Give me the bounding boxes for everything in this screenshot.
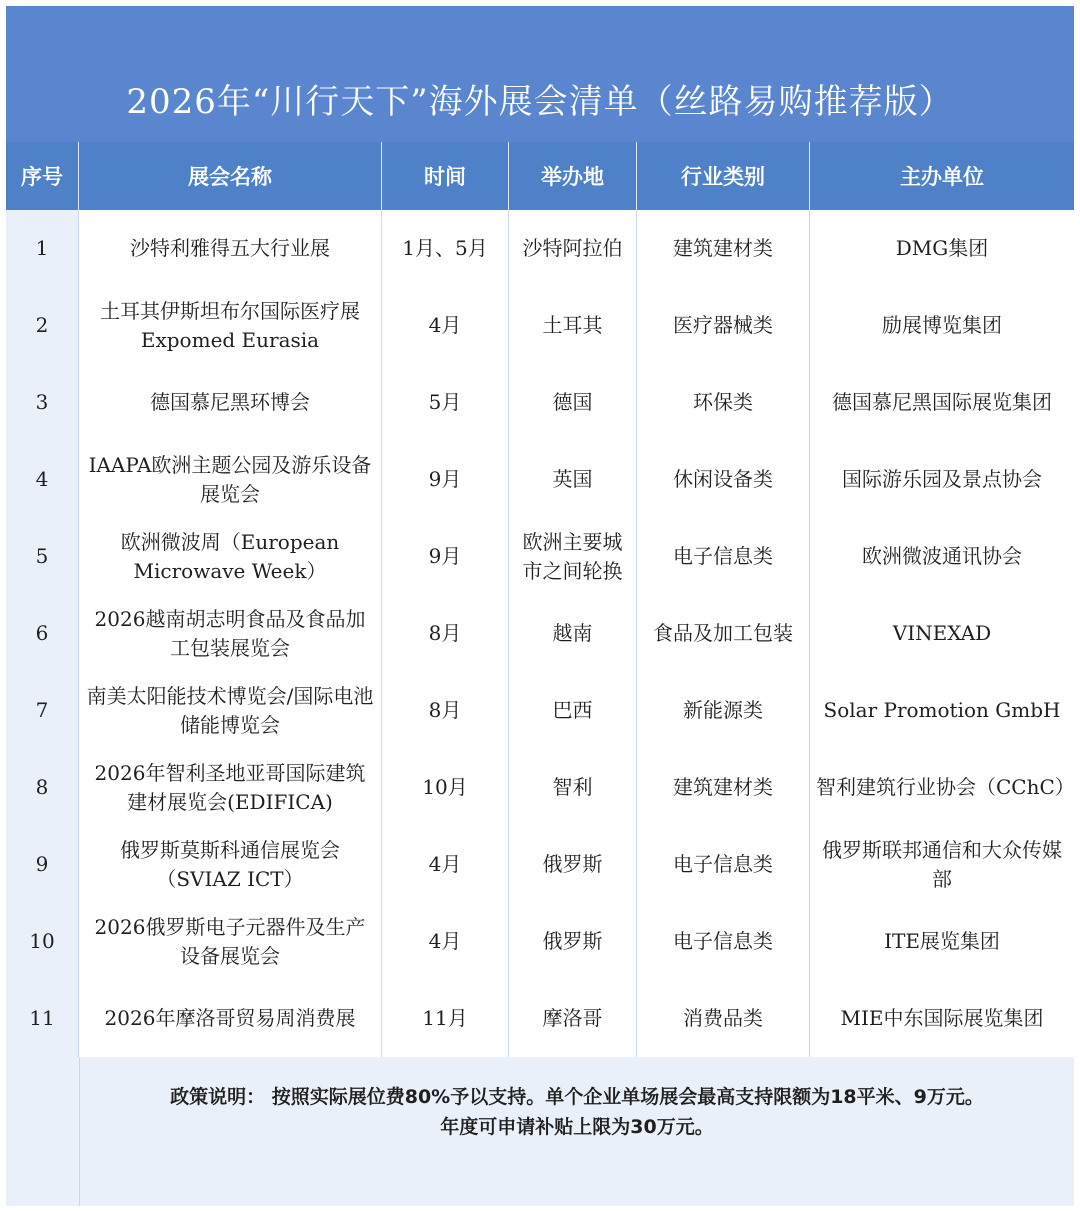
cell-time: 11月 bbox=[382, 980, 509, 1057]
cell-organizer: 俄罗斯联邦通信和大众传媒部 bbox=[810, 826, 1074, 903]
policy-note bbox=[79, 1057, 1074, 1206]
cell-exhibition-name: 南美太阳能技术博览会/国际电池储能博览会 bbox=[79, 672, 382, 749]
cell-index: 10 bbox=[6, 903, 79, 980]
cell-exhibition-name: 2026俄罗斯电子元器件及生产设备展览会 bbox=[79, 903, 382, 980]
policy-line-1: 政策说明： 按照实际展位费80%予以支持。单个企业单场展会最高支持限额为18平米、9万元。 bbox=[170, 1085, 984, 1108]
cell-location: 俄罗斯 bbox=[509, 903, 637, 980]
table-row bbox=[6, 826, 1074, 903]
cell-exhibition-name: 俄罗斯莫斯科通信展览会（SVIAZ ICT） bbox=[79, 826, 382, 903]
cell-index: 3 bbox=[6, 364, 79, 441]
cell-time: 4月 bbox=[382, 903, 509, 980]
cell-organizer: MIE中东国际展览集团 bbox=[810, 980, 1074, 1057]
table-row bbox=[6, 364, 1074, 441]
cell-location: 巴西 bbox=[509, 672, 637, 749]
table-header bbox=[6, 142, 1074, 210]
cell-location: 俄罗斯 bbox=[509, 826, 637, 903]
cell-industry: 电子信息类 bbox=[637, 826, 810, 903]
cell-exhibition-name: IAAPA欧洲主题公园及游乐设备展览会 bbox=[79, 441, 382, 518]
cell-location: 德国 bbox=[509, 364, 637, 441]
header-industry: 行业类别 bbox=[637, 142, 810, 210]
cell-organizer: 欧洲微波通讯协会 bbox=[810, 518, 1074, 595]
table-row bbox=[6, 595, 1074, 672]
cell-time: 1月、5月 bbox=[382, 210, 509, 287]
cell-index: 6 bbox=[6, 595, 79, 672]
table-row bbox=[6, 441, 1074, 518]
cell-industry: 电子信息类 bbox=[637, 903, 810, 980]
cell-time: 10月 bbox=[382, 749, 509, 826]
table-row bbox=[6, 210, 1074, 287]
cell-organizer: VINEXAD bbox=[810, 595, 1074, 672]
footer-spacer bbox=[6, 1057, 79, 1206]
cell-organizer: 智利建筑行业协会（CChC） bbox=[810, 749, 1074, 826]
cell-location: 沙特阿拉伯 bbox=[509, 210, 637, 287]
cell-organizer: 励展博览集团 bbox=[810, 287, 1074, 364]
cell-industry: 医疗器械类 bbox=[637, 287, 810, 364]
cell-organizer: Solar Promotion GmbH bbox=[810, 672, 1074, 749]
cell-time: 4月 bbox=[382, 287, 509, 364]
cell-time: 9月 bbox=[382, 518, 509, 595]
policy-line-2: 年度可申请补贴上限为30万元。 bbox=[440, 1115, 714, 1138]
cell-industry: 建筑建材类 bbox=[637, 749, 810, 826]
cell-index: 4 bbox=[6, 441, 79, 518]
cell-index: 5 bbox=[6, 518, 79, 595]
cell-index: 2 bbox=[6, 287, 79, 364]
cell-organizer: 德国慕尼黑国际展览集团 bbox=[810, 364, 1074, 441]
table-row bbox=[6, 287, 1074, 364]
cell-index: 9 bbox=[6, 826, 79, 903]
cell-exhibition-name: 2026越南胡志明食品及食品加工包装展览会 bbox=[79, 595, 382, 672]
cell-industry: 新能源类 bbox=[637, 672, 810, 749]
page-title: 2026年“川行天下”海外展会清单（丝路易购推荐版） bbox=[126, 81, 954, 122]
cell-location: 智利 bbox=[509, 749, 637, 826]
cell-time: 8月 bbox=[382, 595, 509, 672]
title-bar bbox=[6, 6, 1074, 142]
cell-index: 1 bbox=[6, 210, 79, 287]
cell-exhibition-name: 德国慕尼黑环博会 bbox=[79, 364, 382, 441]
cell-index: 7 bbox=[6, 672, 79, 749]
table-row bbox=[6, 903, 1074, 980]
cell-organizer: DMG集团 bbox=[810, 210, 1074, 287]
cell-industry: 休闲设备类 bbox=[637, 441, 810, 518]
cell-industry: 消费品类 bbox=[637, 980, 810, 1057]
cell-index: 8 bbox=[6, 749, 79, 826]
cell-industry: 建筑建材类 bbox=[637, 210, 810, 287]
policy-footer bbox=[6, 1057, 1074, 1206]
cell-industry: 环保类 bbox=[637, 364, 810, 441]
cell-organizer: ITE展览集团 bbox=[810, 903, 1074, 980]
cell-industry: 食品及加工包装 bbox=[637, 595, 810, 672]
table-row bbox=[6, 672, 1074, 749]
cell-exhibition-name: 沙特利雅得五大行业展 bbox=[79, 210, 382, 287]
header-location: 举办地 bbox=[509, 142, 637, 210]
cell-location: 摩洛哥 bbox=[509, 980, 637, 1057]
cell-time: 4月 bbox=[382, 826, 509, 903]
table-row bbox=[6, 518, 1074, 595]
cell-time: 9月 bbox=[382, 441, 509, 518]
table-row bbox=[6, 749, 1074, 826]
exhibition-list-sheet bbox=[6, 6, 1074, 1206]
cell-industry: 电子信息类 bbox=[637, 518, 810, 595]
cell-exhibition-name: 土耳其伊斯坦布尔国际医疗展Expomed Eurasia bbox=[79, 287, 382, 364]
header-organizer: 主办单位 bbox=[900, 165, 984, 189]
cell-organizer: 国际游乐园及景点协会 bbox=[810, 441, 1074, 518]
cell-time: 5月 bbox=[382, 364, 509, 441]
cell-time: 8月 bbox=[382, 672, 509, 749]
cell-exhibition-name: 欧洲微波周（European Microwave Week） bbox=[79, 518, 382, 595]
cell-location: 越南 bbox=[509, 595, 637, 672]
table-row bbox=[6, 980, 1074, 1057]
table-body bbox=[6, 210, 1074, 1057]
cell-location: 欧洲主要城市之间轮换 bbox=[509, 518, 637, 595]
cell-exhibition-name: 2026年摩洛哥贸易周消费展 bbox=[79, 980, 382, 1057]
cell-location: 英国 bbox=[509, 441, 637, 518]
cell-exhibition-name: 2026年智利圣地亚哥国际建筑建材展览会(EDIFICA) bbox=[79, 749, 382, 826]
header-exhibition-name: 展会名称 bbox=[79, 142, 382, 210]
header-time: 时间 bbox=[382, 142, 509, 210]
cell-location: 土耳其 bbox=[509, 287, 637, 364]
header-index: 序号 bbox=[6, 142, 79, 210]
cell-index: 11 bbox=[6, 980, 79, 1057]
